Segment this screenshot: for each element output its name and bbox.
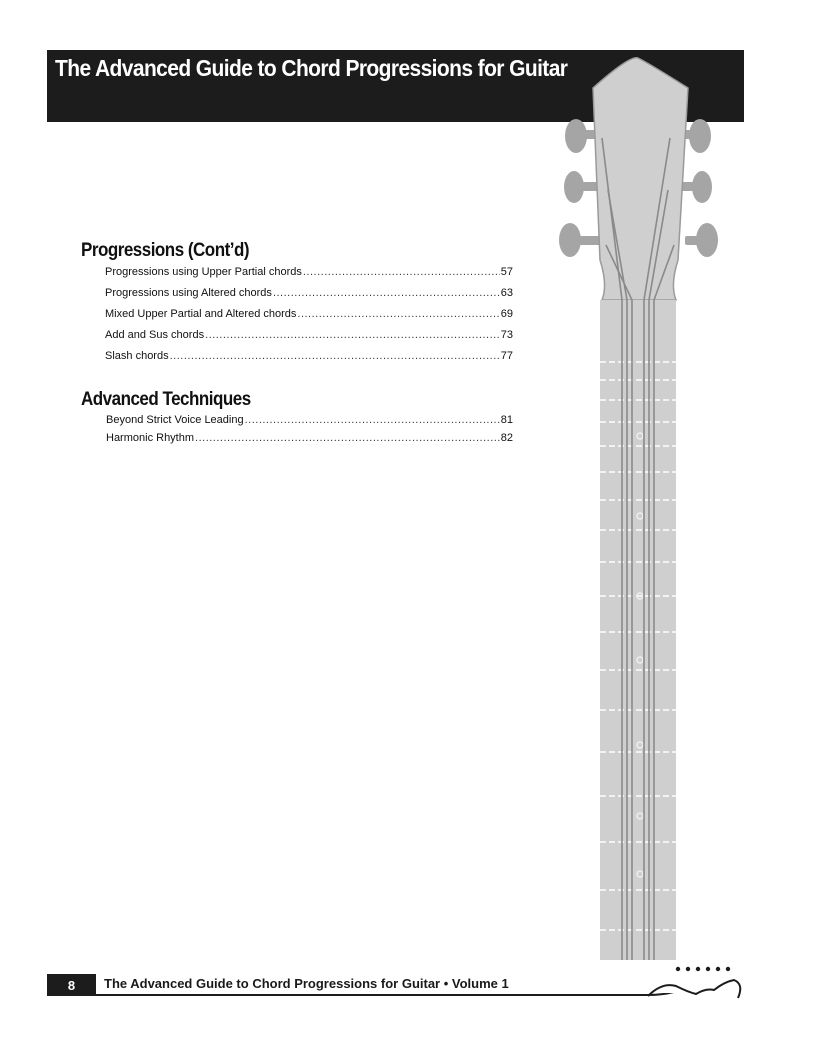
toc-entry[interactable]: [105, 346, 513, 367]
toc-entry[interactable]: [105, 325, 513, 346]
toc-leader-dots: [245, 411, 500, 429]
toc-entry[interactable]: [105, 283, 513, 304]
toc-leader-dots: [297, 304, 499, 325]
toc-entry-page: 57: [500, 266, 513, 278]
toc-entry-page: 82: [500, 432, 513, 444]
footer-guitar-flourish-icon: [648, 962, 744, 1008]
footer-running-title: The Advanced Guide to Chord Progressions for Guitar • Volume 1: [104, 976, 509, 991]
footer-page-number: 8: [47, 974, 96, 996]
toc-entry-label: Beyond Strict Voice Leading: [106, 414, 244, 426]
toc-list-advanced-techniques: [106, 411, 513, 447]
toc-entry-page: 81: [500, 414, 513, 426]
section-heading-advanced-techniques: Advanced Techniques: [81, 388, 251, 410]
toc-leader-dots: [195, 429, 500, 447]
toc-entry-label: Slash chords: [105, 350, 169, 362]
toc-entry-page: 73: [500, 329, 513, 341]
toc-entry[interactable]: [106, 429, 513, 447]
toc-entry-page: 63: [500, 287, 513, 299]
toc-leader-dots: [273, 283, 500, 304]
toc-leader-dots: [303, 262, 500, 283]
toc-list-progressions: [105, 262, 513, 367]
toc-entry[interactable]: [106, 411, 513, 429]
toc-entry-page: 69: [500, 308, 513, 320]
footer-rule-ornament: [47, 993, 747, 1009]
toc-entry-label: Progressions using Altered chords: [105, 287, 272, 299]
guitar-neck-illustration: [550, 50, 750, 965]
toc-leader-dots: [170, 346, 500, 367]
toc-entry-label: Harmonic Rhythm: [106, 432, 195, 444]
page-title: The Advanced Guide to Chord Progressions for Guitar: [55, 56, 568, 82]
toc-entry[interactable]: [105, 304, 513, 325]
toc-entry-page: 77: [500, 350, 513, 362]
toc-leader-dots: [205, 325, 500, 346]
section-heading-progressions: Progressions (Cont’d): [81, 239, 250, 261]
toc-entry-label: Progressions using Upper Partial chords: [105, 266, 302, 278]
toc-entry-label: Add and Sus chords: [105, 329, 205, 341]
toc-entry-label: Mixed Upper Partial and Altered chords: [105, 308, 297, 320]
toc-entry[interactable]: [105, 262, 513, 283]
